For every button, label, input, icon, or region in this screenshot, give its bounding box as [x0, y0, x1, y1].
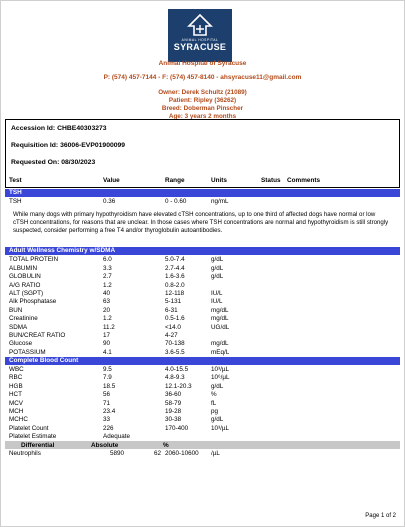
test-units: 10³/µL [211, 366, 229, 374]
cbc-rows [5, 365, 400, 441]
test-range: 0 - 0.60 [165, 198, 187, 205]
test-value: 63 [103, 298, 111, 306]
test-range: 4.0-15.5 [165, 366, 189, 374]
test-range: 4.8-9.3 [165, 374, 185, 382]
test-units: pg [211, 408, 219, 416]
test-value: 0.36 [103, 198, 116, 205]
test-range: 4-27 [165, 331, 178, 339]
test-units: IU/L [211, 289, 223, 297]
test-value: 40 [103, 289, 111, 297]
test-value: 6.0 [103, 256, 112, 264]
test-units: ng/mL [211, 198, 229, 205]
table-row [5, 382, 400, 390]
test-range: 30-38 [165, 416, 182, 424]
test-units: 10³/µL [211, 424, 229, 432]
test-range: 170-400 [165, 424, 189, 432]
table-row [5, 331, 400, 339]
test-value: 23.4 [103, 408, 116, 416]
test-range: 0.8-2.0 [165, 281, 185, 289]
differential-header [5, 441, 400, 449]
absolute-label: Absolute [91, 441, 119, 449]
test-range: 3.6-5.5 [165, 348, 185, 356]
table-row [5, 255, 400, 263]
test-value: 11.2 [103, 323, 115, 331]
test-units: mg/dL [211, 315, 229, 323]
tsh-note: While many dogs with primary hypothyroidism have elevated cTSH concentrations, up to one third of affected dogs have normal or low cTSH concentrations, for reasons that are unclear. In those cases where TSH concentrations are normal and hypothyroidism is still strongly suspected, consider performing a free T4 and/or thyroglobulin autoantibodies. [13, 211, 389, 234]
age-line: Age: 3 years 2 months [168, 113, 237, 120]
table-row [5, 289, 400, 297]
test-range: 2.7-4.4 [165, 264, 185, 272]
test-value: 56 [103, 391, 111, 399]
test-name: MCV [9, 399, 23, 407]
test-units: mEq/L [211, 348, 230, 356]
test-range: 12-118 [165, 289, 185, 297]
table-row [5, 314, 400, 322]
test-name: ALT (SGPT) [9, 289, 44, 297]
test-range: 58-79 [165, 399, 182, 407]
test-value: 90 [103, 340, 111, 348]
test-units: % [211, 391, 217, 399]
table-row [5, 281, 400, 289]
patient-info [1, 89, 404, 121]
test-range: 6-31 [165, 306, 178, 314]
test-value: 7.9 [103, 374, 112, 382]
test-units: fL [211, 399, 217, 407]
logo-small-text: ANIMAL HOSPITAL [181, 38, 219, 42]
test-name: Creatinine [9, 315, 38, 323]
table-row [5, 415, 400, 423]
table-row [5, 373, 400, 381]
test-value: 3.3 [103, 264, 112, 272]
table-row [5, 390, 400, 398]
dog-cat-icon [185, 13, 215, 37]
test-value: 33 [103, 416, 111, 424]
test-units: g/dL [211, 264, 224, 272]
test-value: 226 [103, 424, 114, 432]
table-row [5, 432, 400, 440]
test-name: GLOBULIN [9, 273, 41, 281]
header-status: Status [261, 177, 281, 184]
test-units: /µL [211, 449, 220, 457]
section-chemistry: Adult Wellness Chemistry w/SDMA [5, 247, 400, 255]
test-name: BUN [9, 306, 23, 314]
test-range: 5-131 [165, 298, 182, 306]
test-range: 2060-10600 [165, 449, 199, 457]
test-name: MCH [9, 408, 24, 416]
test-value: 1.2 [103, 281, 112, 289]
test-name: POTASSIUM [9, 348, 46, 356]
test-value: 1.2 [103, 315, 112, 323]
results-table [5, 176, 400, 457]
test-name: HCT [9, 391, 22, 399]
differential-label: Differential [21, 441, 55, 449]
test-value: 9.5 [103, 366, 112, 374]
test-name: Neutrophils [9, 449, 41, 457]
table-header [5, 176, 400, 188]
header-comments: Comments [287, 177, 321, 184]
test-units: g/dL [211, 416, 224, 424]
table-row [5, 407, 400, 415]
table-row [5, 297, 400, 305]
breed-line: Breed: Doberman Pinscher [161, 105, 244, 112]
table-row [5, 339, 400, 347]
percent-value: 62 [154, 449, 162, 457]
test-units: g/dL [211, 256, 224, 264]
test-name: Glucose [9, 340, 33, 348]
section-cbc: Complete Blood Count [5, 357, 400, 365]
test-value: 17 [103, 331, 111, 339]
test-range: 12.1-20.3 [165, 382, 192, 390]
table-row [5, 264, 400, 272]
test-units: UG/dL [211, 323, 230, 331]
test-name: Platelet Estimate [9, 433, 57, 441]
table-row [5, 399, 400, 407]
owner-line: Owner: Derek Schultz (21089) [158, 89, 247, 96]
header-units: Units [211, 177, 227, 184]
absolute-value: 5890 [110, 449, 125, 457]
header-test: Test [9, 177, 22, 184]
test-name: WBC [9, 366, 24, 374]
logo-big-text: SYRACUSE [173, 42, 227, 52]
accession-id: Accession Id: CHBE40303273 [11, 125, 107, 132]
test-range: 70-138 [165, 340, 185, 348]
chemistry-rows [5, 255, 400, 356]
test-name: BUN/CREAT RATIO [9, 331, 66, 339]
test-name: ALBUMIN [9, 264, 37, 272]
test-name: HGB [9, 382, 23, 390]
test-units: g/dL [211, 273, 224, 281]
test-value: 18.5 [103, 382, 116, 390]
table-row [5, 197, 400, 205]
test-name: Platelet Count [9, 424, 49, 432]
test-units: g/dL [211, 382, 224, 390]
hospital-logo [168, 9, 232, 62]
test-name: A/G RATIO [9, 281, 41, 289]
table-row [5, 323, 400, 331]
percent-label: % [163, 441, 169, 449]
table-row [5, 424, 400, 432]
test-range: 5.0-7.4 [165, 256, 185, 264]
section-tsh: TSH [5, 189, 400, 197]
test-name: TSH [9, 198, 22, 205]
test-units: IU/L [211, 298, 223, 306]
header-range: Range [165, 177, 185, 184]
test-units: mg/dL [211, 340, 229, 348]
patient-line: Patient: Ripley (36262) [168, 97, 237, 104]
test-name: RBC [9, 374, 23, 382]
test-name: Alk Phosphatase [9, 298, 57, 306]
requested-on: Requested On: 08/30/2023 [11, 159, 96, 166]
header-value: Value [103, 177, 120, 184]
test-name: MCHC [9, 416, 28, 424]
test-range: 36-60 [165, 391, 182, 399]
test-units: mg/dL [211, 306, 229, 314]
table-row [5, 449, 400, 457]
table-row [5, 348, 400, 356]
test-value: 2.7 [103, 273, 112, 281]
test-name: TOTAL PROTEIN [9, 256, 59, 264]
test-name: SDMA [9, 323, 28, 331]
test-range: 19-28 [165, 408, 182, 416]
table-row [5, 272, 400, 280]
test-value: 20 [103, 306, 111, 314]
test-range: <14.0 [165, 323, 181, 331]
test-units: 10⁶/µL [211, 374, 230, 382]
test-range: 0.5-1.6 [165, 315, 185, 323]
table-row [5, 365, 400, 373]
test-value: 4.1 [103, 348, 112, 356]
test-range: 1.6-3.6 [165, 273, 185, 281]
hospital-name: Animal Hospital of Syracuse [158, 60, 247, 67]
test-value: 71 [103, 399, 111, 407]
table-row [5, 306, 400, 314]
page-number: Page 1 of 2 [365, 513, 396, 519]
requisition-id: Requisition Id: 36006-EVP01900099 [11, 142, 126, 149]
hospital-contact: P: (574) 457-7144 - F: (574) 457-8140 - ahsyracuse11@gmail.com [103, 74, 302, 81]
test-value: Adequate [103, 433, 130, 441]
